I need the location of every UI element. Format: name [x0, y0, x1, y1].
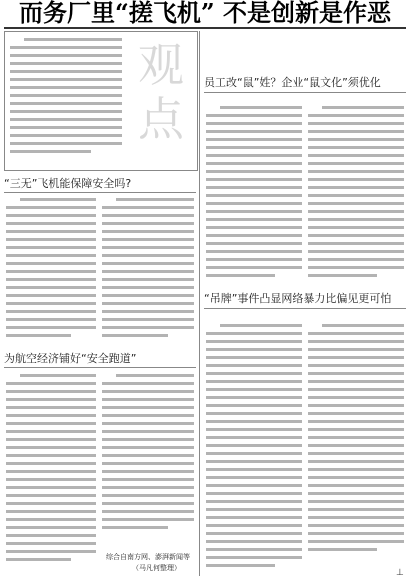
section1-title: “三无”飞机能保障安全吗? [4, 177, 132, 190]
section2-body-lines-right [102, 374, 194, 536]
section2-title: 为航空经济铺好“安全跑道” [4, 352, 137, 365]
section1-rule [4, 192, 196, 193]
section1-body-lines-right [102, 198, 194, 346]
section4-rule [204, 308, 406, 309]
source-credit: 综合自南方网、澎湃新闻等 [106, 553, 190, 561]
section3-rule [204, 92, 406, 93]
section1-body-lines-left [6, 198, 96, 346]
watermark-glyph: 观点 [138, 38, 184, 146]
headline-rule [4, 27, 406, 29]
section4-body-lines-left [206, 324, 302, 576]
section3-title: 员工改“鼠”姓？企业“鼠文化”须优化 [204, 76, 381, 89]
section3-body-lines-right [308, 106, 404, 284]
lead-body-lines [10, 38, 122, 166]
section3-body-lines-left [206, 106, 302, 284]
section2-rule [4, 367, 196, 368]
section4-title: “吊牌”事件凸显网络暴力比偏见更可怕 [204, 292, 392, 305]
headline: 而务厂里“搓飞机” 不是创新是作恶 [19, 0, 391, 27]
section4-body-lines-right [308, 324, 404, 568]
byline: （马凡何整理） [132, 564, 181, 572]
section2-body-lines-left [6, 374, 96, 570]
corner-mark: ⊥ [396, 568, 404, 578]
column-divider [199, 31, 200, 576]
